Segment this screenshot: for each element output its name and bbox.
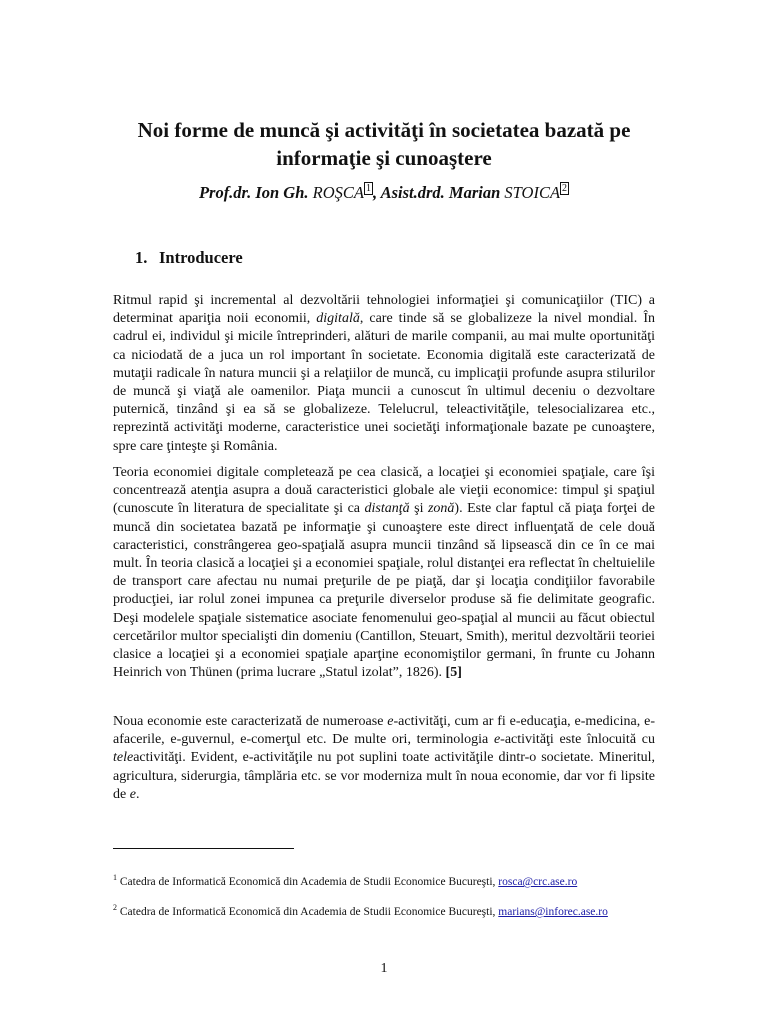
paragraph-2-emphasis-distance: distanţă bbox=[364, 501, 410, 517]
citation-reference[interactable]: [5] bbox=[445, 665, 462, 681]
paragraph-3-text-d: activităţi. Evident, e-activităţile nu pot suplini toate activităţile dintr-o societate. Mineritul, agricultura, siderurgia, tâmplăria etc. se vor moderniza mult în noua economie, dar vor fi lipsite de bbox=[113, 750, 655, 802]
paper-title: Noi forme de muncă şi activităţi în societatea bazată pe informaţie şi cunoaştere bbox=[137, 118, 631, 170]
author2-name: Asist.drd. Marian bbox=[380, 183, 505, 202]
paragraph-1 bbox=[113, 292, 655, 456]
author2-footnote-marker[interactable]: 2 bbox=[562, 183, 568, 194]
paragraph-3 bbox=[113, 713, 655, 804]
paragraph-3-text-a: Noua economie este caracterizată de numeroase bbox=[113, 714, 388, 729]
paragraph-3-text-c: -activităţi este înlocuită cu bbox=[500, 732, 655, 748]
paragraph-3-text-b: -activităţi, cum ar fi e-educaţia, e-medicina, e-afacerile, e-guvernul, e-comerţul etc. De multe ori, terminologia bbox=[113, 714, 655, 748]
paragraph-2 bbox=[113, 464, 655, 682]
author-line bbox=[90, 183, 678, 203]
section-number: 1. bbox=[135, 248, 148, 267]
paragraph-2-emphasis-zone: zonă bbox=[427, 501, 455, 517]
author-separator: , bbox=[372, 183, 381, 202]
paragraph-2-text-a: Teoria economiei digitale completează pe cea clasică, a locaţiei şi economiei spaţiale, care îşi concentrează atenţia asupra a două caracteristici globale ale vieţii economice: timpul şi spaţiul (cunoscute în literatura de specialitate şi ca bbox=[113, 465, 655, 517]
footnote-2 bbox=[113, 901, 608, 919]
footnote-2-text: Catedra de Informatică Economică din Academia de Studii Economice Bucureşti, bbox=[117, 906, 499, 918]
paragraph-3-text-e: . bbox=[135, 786, 140, 802]
footnote-1-email-link[interactable]: rosca@crc.ase.ro bbox=[498, 876, 578, 888]
author1-footnote-marker[interactable]: 1 bbox=[365, 183, 371, 194]
author2-surname: STOICA bbox=[504, 183, 561, 202]
paragraph-3-e-prefix-1: e bbox=[387, 714, 394, 729]
paragraph-2-text-c: ). Este clar faptul că piaţa forţei de muncă din societatea bazată pe informaţie şi cunoaştere este direct influenţată de cele două caracteristici, constrângerea geo-spaţială asupra muncii tinzând să lipsească din ce în ce mai mult. În teoria clasică a locaţiei şi a economiei spaţiale, rolul distanţei era reflectat în cheltuielile de transport care afectau nu numai preţurile de pe piaţă, dar şi locaţia condiţiilor favorabile producţiei, iar rolul zonei impunea ca preţurile diverselor produse să fie delimitate geografic. Deşi modelele spaţiale sistematice asociate fenomenului geo-spaţial al muncii au făcut obiectul cercetărilor multor specialişti din domeniu (Cantillon, Steuart, Smith), meritul dezvoltării teoriei clasice a locaţiei şi a economiei spaţiale aparţine economiştilor germani, în frunte cu Johann Heinrich von Thünen (prima lucrare „Statul izolat”, 1826). bbox=[113, 501, 655, 681]
section-heading bbox=[135, 248, 243, 268]
author1-name: Prof.dr. Ion Gh. bbox=[198, 183, 313, 202]
footnote-1-text: Catedra de Informatică Economică din Academia de Studii Economice Bucureşti, bbox=[117, 876, 499, 888]
paragraph-1-text-b: , care tinde să se globalizeze la nivel mondial. În cadrul ei, individul şi micile întreprinderi, alături de marile companii, au mai multe oportunităţi ca niciodată de a juca un rol important în societate. Economia digitală este caracterizată de mutaţii radicale în natura muncii şi a relaţiilor de muncă, cu implicaţii profunde asupra stilurilor de muncă şi viaţă ale oamenilor. Piaţa muncii a cunoscut în ultimul deceniu o dezvoltare puternică, tinzând şi ea să se globalizeze. Telelucrul, teleactivităţile, telesocializarea etc., reprezintă activităţi moderne, caracteristice unei societăţi informaţionale bazate pe cunoaştere, spre care ţinteşte şi România. bbox=[113, 311, 655, 454]
author1-surname: ROŞCA bbox=[312, 183, 364, 202]
paragraph-3-e-prefix-3: e bbox=[129, 786, 136, 802]
paragraph-1-text-a: Ritmul rapid şi incremental al dezvoltării tehnologiei informaţiei şi comunicaţiilor (TIC) a determinat apariţia noii economii, bbox=[113, 293, 655, 327]
paragraph-3-tele-prefix: tele bbox=[113, 750, 134, 766]
paragraph-3-e-prefix-2: e bbox=[493, 732, 501, 748]
footnote-2-email-link[interactable]: marians@inforec.ase.ro bbox=[498, 906, 608, 918]
paragraph-2-text-b: şi bbox=[409, 501, 428, 517]
footnote-separator bbox=[113, 848, 294, 849]
paragraph-1-emphasis: digitală bbox=[316, 311, 360, 327]
page-number: 1 bbox=[380, 961, 388, 976]
footnote-1 bbox=[113, 871, 577, 889]
footnote-2-marker: 2 bbox=[113, 903, 117, 912]
footnote-1-marker: 1 bbox=[113, 873, 117, 882]
section-title: Introducere bbox=[159, 248, 243, 267]
